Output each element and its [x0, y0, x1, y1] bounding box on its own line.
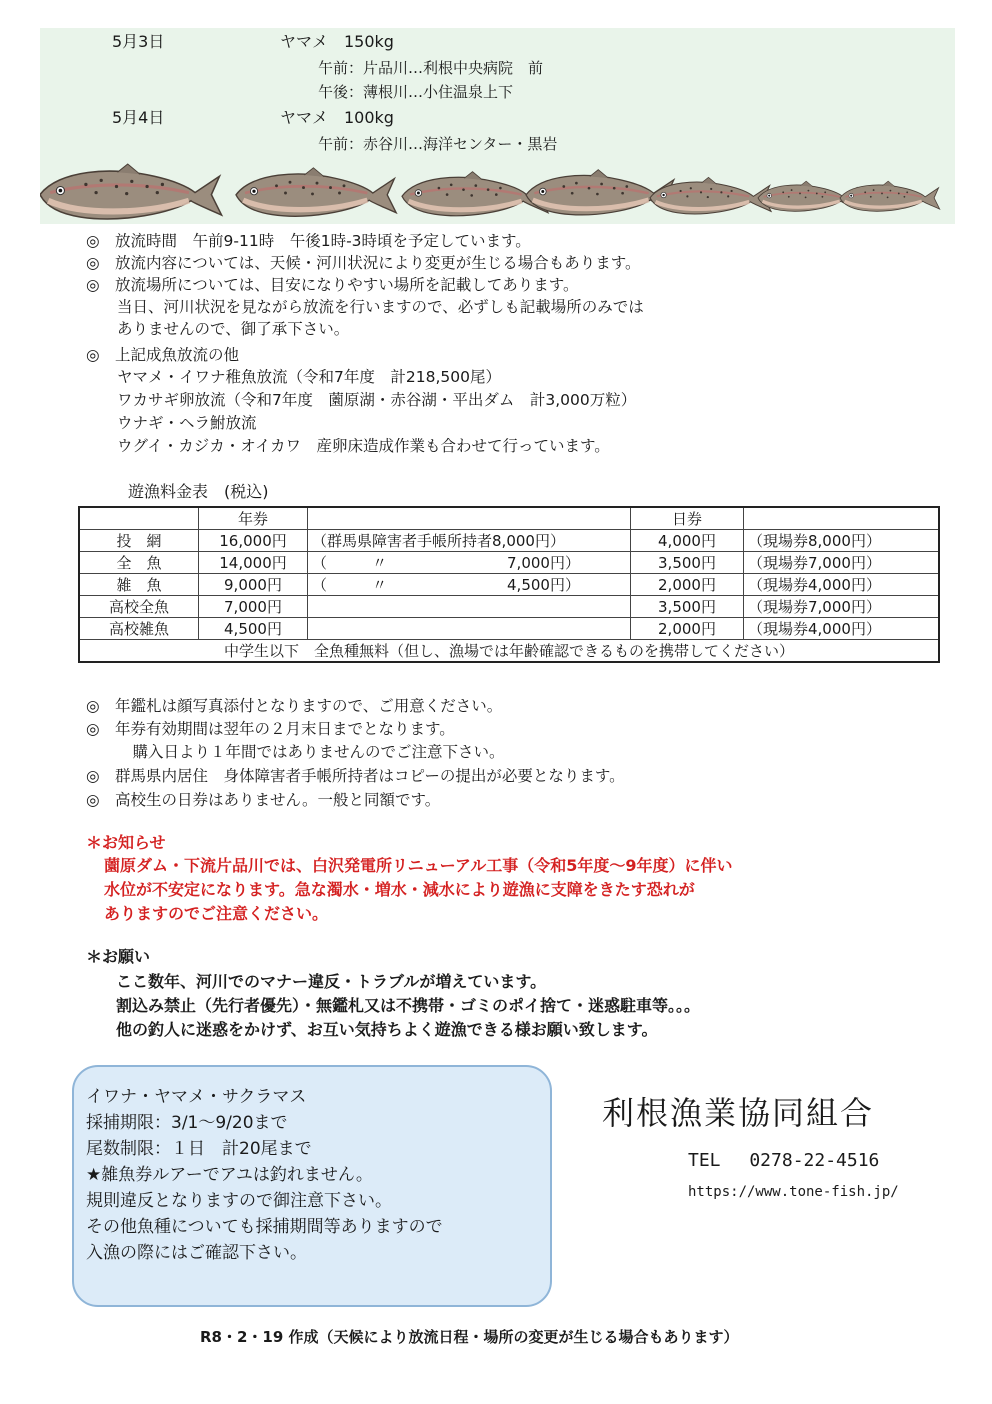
- note-line: 当日、河川状況を見ながら放流を行いますので、必ずしも記載場所のみでは: [86, 298, 644, 316]
- rules-line: 尾数制限：１日 計20尾まで: [86, 1139, 312, 1159]
- daily-fee: 3,500円: [631, 552, 744, 574]
- daily-fee: 2,000円: [631, 574, 744, 596]
- schedule-fish-2: ヤマメ 100kg: [280, 108, 394, 127]
- daily-fee: 2,000円: [631, 618, 744, 640]
- table-row: [79, 574, 939, 596]
- fee-table-footer: 中学生以下 全魚種無料（但し、漁場では年齢確認できるものを携帯してください）: [79, 640, 939, 663]
- organization-name: 利根漁業協同組合: [602, 1094, 875, 1132]
- table-row: [79, 596, 939, 618]
- schedule-line: 午前：赤谷川…海洋センター・黒岩: [318, 135, 558, 153]
- request-line: 他の釣人に迷惑をかけず、お互い気持ちよく遊漁できる様お願い致します。: [116, 1020, 658, 1039]
- request-line: ここ数年、河川でのマナー違反・トラブルが増えています。: [116, 972, 547, 991]
- rules-line: ★雑魚券ルアーでアユは釣れません。: [86, 1165, 373, 1185]
- notice-line: 水位が不安定になります。急な濁水・増水・減水により遊漁に支障をきたす恐れが: [104, 880, 695, 899]
- notice-line: 薗原ダム・下流片品川では、白沢発電所リニューアル工事（令和5年度～9年度）に伴い: [104, 856, 733, 875]
- annual-note: （群馬県障害者手帳所持者8,000円）: [308, 530, 631, 552]
- fee-type: 高校全魚: [79, 596, 199, 618]
- annual-fee: 14,000円: [199, 552, 308, 574]
- note-line: ワカサギ卵放流（令和7年度 薗原湖・赤谷湖・平出ダム 計3,000万粒）: [86, 391, 637, 409]
- daily-note: （現場券4,000円）: [744, 618, 940, 640]
- note-line: ありませんので、御了承下さい。: [86, 320, 350, 338]
- rules-line: イワナ・ヤマメ・サクラマス: [86, 1087, 307, 1107]
- note-line: ◎ 年券有効期間は翌年の２月末日までとなります。: [86, 720, 455, 738]
- header-daily: 日券: [631, 507, 744, 530]
- note-line: ◎ 年鑑札は顔写真添付となりますので、ご用意ください。: [86, 697, 503, 715]
- daily-fee: 4,000円: [631, 530, 744, 552]
- fee-type: 投 網: [79, 530, 199, 552]
- note-line: ヤマメ・イワナ稚魚放流（令和7年度 計218,500尾）: [86, 368, 501, 386]
- daily-fee: 3,500円: [631, 596, 744, 618]
- annual-fee: 16,000円: [199, 530, 308, 552]
- rules-line: 採捕期限：3/1～9/20まで: [86, 1113, 288, 1133]
- note-line: ◎ 高校生の日券はありません。一般と同額です。: [86, 791, 441, 809]
- note-line: ◎ 放流内容については、天候・河川状況により変更が生じる場合もあります。: [86, 254, 641, 272]
- annual-note: （ 〃 7,000円）: [308, 552, 631, 574]
- annual-note: （ 〃 4,500円）: [308, 574, 631, 596]
- note-line: 購入日より１年間ではありませんのでご注意下さい。: [86, 743, 505, 761]
- schedule-date-2: 5月4日: [112, 108, 165, 127]
- notice-line: ありますのでご注意ください。: [104, 904, 329, 923]
- fee-table-title: 遊漁料金表 (税込): [128, 482, 269, 501]
- fee-table: [78, 506, 940, 663]
- fee-type: 雑 魚: [79, 574, 199, 596]
- organization-url[interactable]: https://www.tone-fish.jp/: [688, 1184, 899, 1200]
- request-heading: ＊お願い: [86, 947, 151, 966]
- organization-tel: TEL 0278-22-4516: [688, 1150, 880, 1171]
- table-row: [79, 530, 939, 552]
- fee-type: 全 魚: [79, 552, 199, 574]
- table-row: [79, 618, 939, 640]
- request-line: 割込み禁止（先行者優先）・無鑑札又は不携帯・ゴミのポイ捨て・迷惑駐車等。。。: [116, 996, 701, 1015]
- schedule-date-1: 5月3日: [112, 32, 165, 51]
- daily-note: （現場券7,000円）: [744, 596, 940, 618]
- rules-line: 規則違反となりますので御注意下さい。: [86, 1191, 392, 1211]
- note-line: ◎ 放流時間 午前9-11時 午後1時-3時頃を予定しています。: [86, 232, 531, 250]
- table-row: [79, 552, 939, 574]
- note-line: ウナギ・ヘラ鮒放流: [86, 414, 257, 432]
- notice-heading: ＊お知らせ: [86, 833, 166, 852]
- daily-note: （現場券7,000円）: [744, 552, 940, 574]
- annual-fee: 4,500円: [199, 618, 308, 640]
- header-annual: 年券: [199, 507, 308, 530]
- rules-line: その他魚種についても採捕期間等ありますので: [86, 1217, 443, 1237]
- table-footer-row: [79, 640, 939, 663]
- annual-fee: 9,000円: [199, 574, 308, 596]
- note-line: ◎ 放流場所については、目安になりやすい場所を記載してあります。: [86, 276, 579, 294]
- rules-line: 入漁の際にはご確認下さい。: [86, 1243, 307, 1263]
- schedule-line: 午前：片品川…利根中央病院 前: [318, 59, 544, 77]
- fish-illustration-row: [40, 160, 955, 224]
- annual-note: [308, 596, 631, 618]
- table-header-row: [79, 507, 939, 530]
- note-line: ◎ 群馬県内居住 身体障害者手帳所持者はコピーの提出が必要となります。: [86, 767, 625, 785]
- schedule-line: 午後：薄根川…小住温泉上下: [318, 83, 514, 101]
- note-line: ◎ 上記成魚放流の他: [86, 346, 240, 364]
- daily-note: （現場券4,000円）: [744, 574, 940, 596]
- schedule-fish-1: ヤマメ 150kg: [280, 32, 394, 51]
- annual-note: [308, 618, 631, 640]
- footer-note: R8・2・19 作成（天候により放流日程・場所の変更が生じる場合もあります）: [200, 1328, 739, 1346]
- fee-type: 高校雑魚: [79, 618, 199, 640]
- daily-note: （現場券8,000円）: [744, 530, 940, 552]
- note-line: ウグイ・カジカ・オイカワ 産卵床造成作業も合わせて行っています。: [86, 437, 610, 455]
- annual-fee: 7,000円: [199, 596, 308, 618]
